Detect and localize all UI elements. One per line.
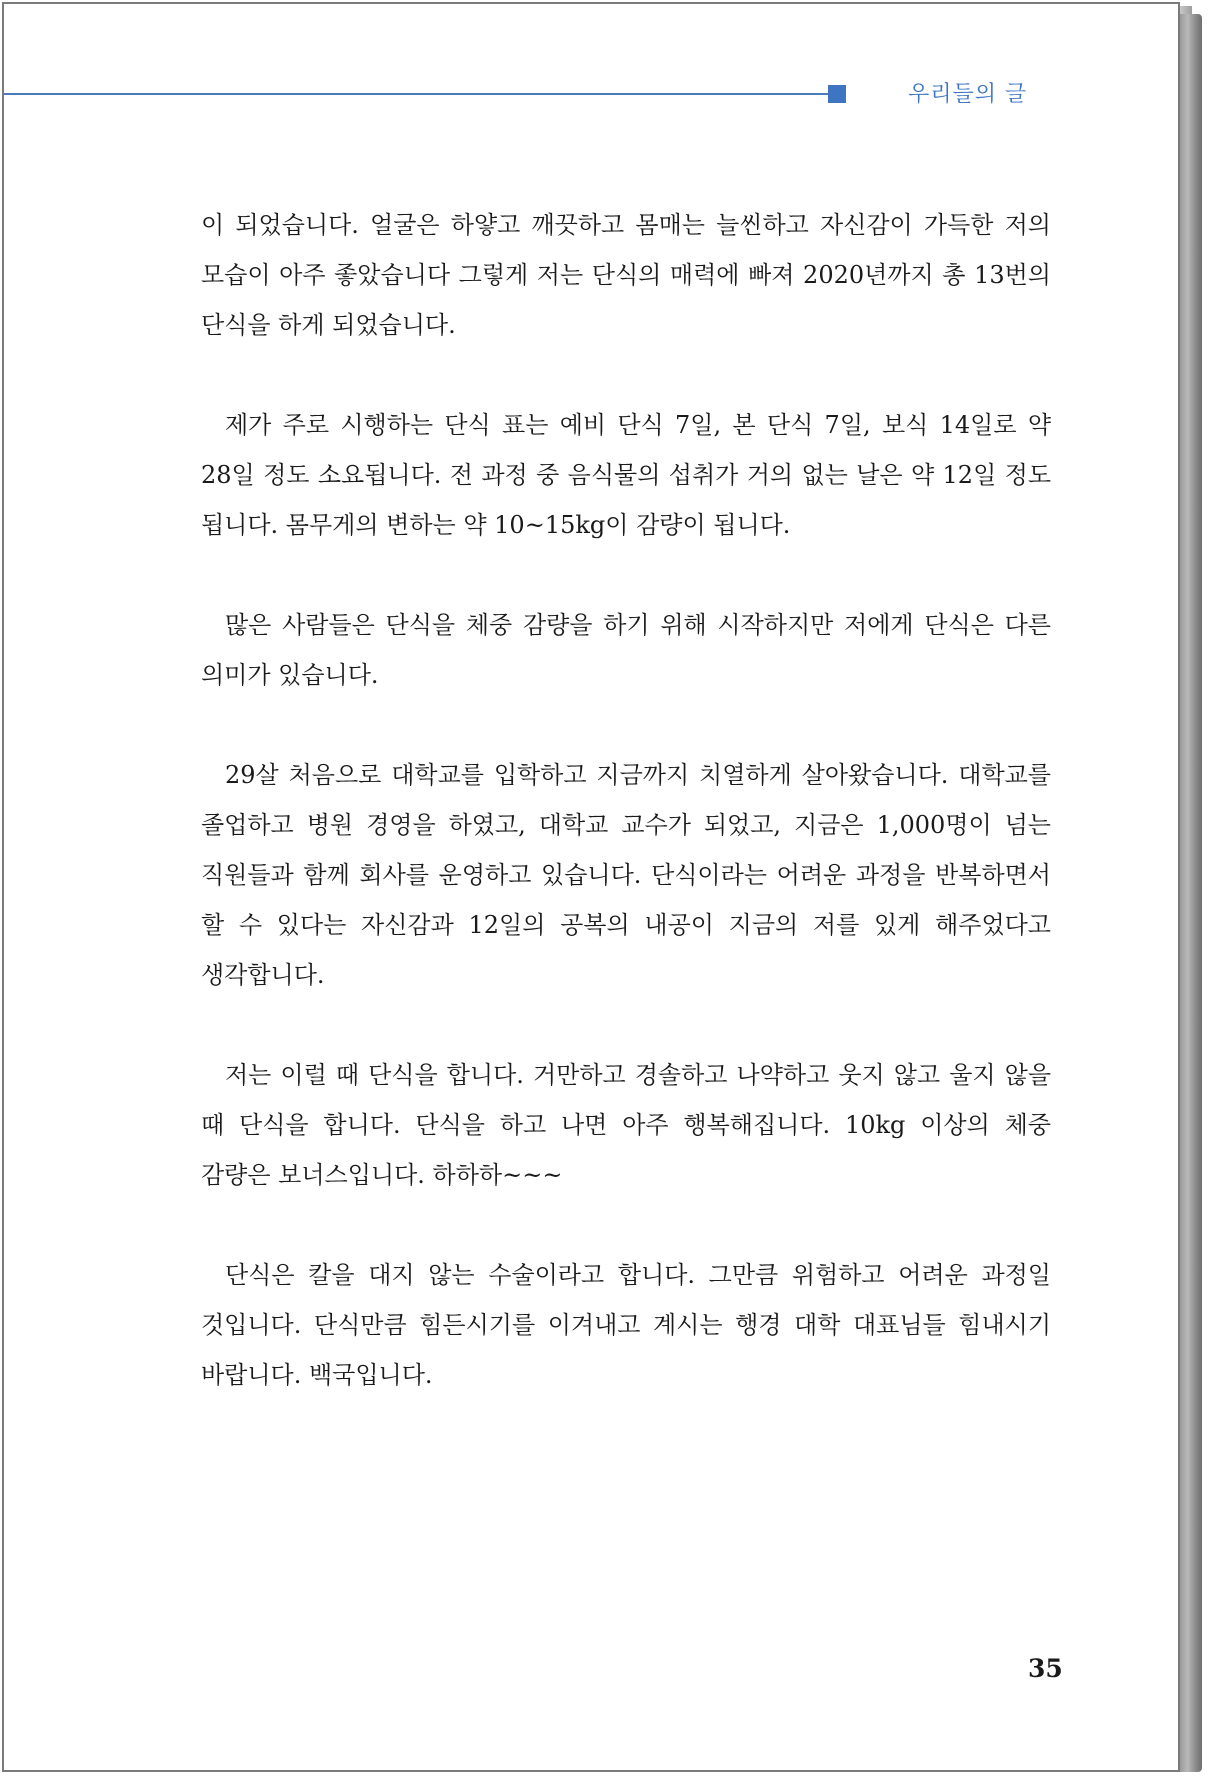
paragraph-1: 이 되었습니다. 얼굴은 하얗고 깨끗하고 몸매는 늘씬하고 자신감이 가득한 저의 모습이 아주 좋았습니다 그렇게 저는 단식의 매력에 빠져 2020년까지 총 13번의 단식을 하게 되었습니다. <box>201 211 1051 339</box>
page <box>2 2 1180 1772</box>
paragraph-4: 29살 처음으로 대학교를 입학하고 지금까지 치열하게 살아왔습니다. 대학교를 졸업하고 병원 경영을 하였고, 대학교 교수가 되었고, 지금은 1,000명이 넘는 직원들과 함께 회사를 운영하고 있습니다. 단식이라는 어려운 과정을 반복하면서 할 수 있다는 자신감과 12일의 공복의 내공이 지금의 저를 있게 해주었다고 생각합니다. <box>201 761 1051 989</box>
body-text <box>201 200 1051 1450</box>
paragraph-3: 많은 사람들은 단식을 체중 감량을 하기 위해 시작하지만 저에게 단식은 다른 의미가 있습니다. <box>201 611 1051 689</box>
paragraph-5: 저는 이럴 때 단식을 합니다. 거만하고 경솔하고 나약하고 웃지 않고 울지 않을 때 단식을 합니다. 단식을 하고 나면 아주 행복해집니다. 10kg 이상의 체중 감량은 보너스입니다. 하하하~~~ <box>201 1061 1051 1189</box>
paragraph-2: 제가 주로 시행하는 단식 표는 예비 단식 7일, 본 단식 7일, 보식 14일로 약 28일 정도 소요됩니다. 전 과정 중 음식물의 섭취가 거의 없는 날은 약 12일 정도 됩니다. 몸무게의 변하는 약 10~15kg이 감량이 됩니다. <box>201 411 1051 539</box>
header-square-icon <box>828 85 846 103</box>
header-rule <box>4 93 828 95</box>
page-stack-shadow <box>1180 14 1202 1772</box>
page-number: 35 <box>1028 1654 1063 1683</box>
paragraph-6: 단식은 칼을 대지 않는 수술이라고 합니다. 그만큼 위험하고 어려운 과정일 것입니다. 단식만큼 힘든시기를 이겨내고 계시는 행경 대학 대표님들 힘내시기 바랍니다. 백국입니다. <box>201 1261 1051 1389</box>
running-title: 우리들의 글 <box>908 82 1028 107</box>
